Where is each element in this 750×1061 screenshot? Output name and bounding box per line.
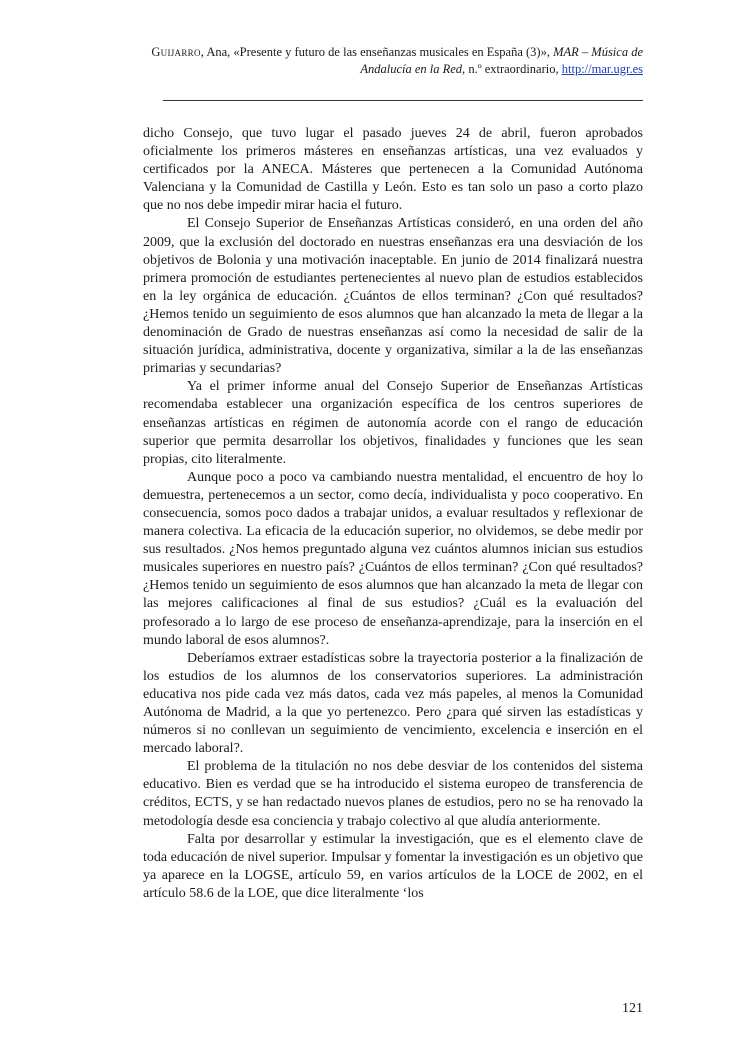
- paragraph: El Consejo Superior de Enseñanzas Artísticas consideró, en una orden del año 2009, que la exclusión del doctorado en nuestras enseñanzas era una desviación de los objetivos de Bolonia y una motivación inaceptable. En junio de 2014 finalizará nuestra primera promoción de estudiantes pertenecientes al nuevo plan de estudios establecidos en la ley orgánica de educación. ¿Cuántos de ellos terminan? ¿Con qué resultados? ¿Hemos tenido un seguimiento de esos alumnos que han alcanzado la meta de llegar a la denominación de Grado de nuestras enseñanzas así como la necesidad de salir de la situación jurídica, administrativa, docente y organizativa, similar a la de las enseñanzas primarias y secundarias?: [143, 216, 643, 377]
- issue-text: n.º extraordinario,: [465, 62, 562, 76]
- page-number: 121: [622, 1001, 643, 1016]
- header-divider: [163, 100, 643, 101]
- running-header: [123, 44, 643, 78]
- paragraph: Falta por desarrollar y estimular la investigación, que es el elemento clave de toda educación de nivel superior. Impulsar y fomentar la investigación es un objetivo que ya aparece en la LOGSE, artículo 59, en varios artículos de la LOCE de 2002, en el artículo 58.6 de la LOE, que dice literalmente ‘los: [143, 831, 643, 901]
- journal-title: MAR – Música de Andalucía en la Red,: [360, 45, 643, 76]
- paragraph: Deberíamos extraer estadísticas sobre la trayectoria posterior a la finalización de los estudios de los alumnos de los conservatorios superiores. La administración educativa nos pide cada vez más datos, cada vez más papeles, al menos la Comunidad Autónoma de Madrid, a la que yo pertenezco. Pero ¿para qué sirven las estadísticas y números si no conllevan un seguimiento de vencimiento, excelencia e inserción en el mercado laboral?.: [143, 650, 643, 757]
- paragraph: Aunque poco a poco va cambiando nuestra mentalidad, el encuentro de hoy lo demuestra, pertenecemos a un sector, como decía, individualista y poco cooperativo. En consecuencia, somos poco dados a trabajar unidos, a evaluar resultados y reflexionar de manera colectiva. La eficacia de la educación superior, no olvidemos, se debe medir por sus resultados. ¿Nos hemos preguntado alguna vez cuántos alumnos inician sus estudios musicales superiores en nuestro país? ¿Cuántos de ellos terminan? ¿Con qué resultados? ¿Hemos tenido un seguimiento de esos alumnos que han alcanzado la meta de llegar con las mejores calificaciones al final de sus estudios? ¿Cuál es la evaluación del profesorado a lo largo de ese proceso de enseñanza-aprendizaje, para la inserción en el mundo laboral de esos alumnos?.: [143, 469, 643, 648]
- journal-link[interactable]: http://mar.ugr.es: [561, 62, 643, 76]
- article-body: [143, 125, 643, 903]
- paragraph-continuation: dicho Consejo, que tuvo lugar el pasado jueves 24 de abril, fueron aprobados oficialmente los primeros másteres en enseñanzas artísticas, una vez evaluados y certificados por la ANECA. Másteres que pertenecen a la Comunidad Autónoma Valenciana y la Comunidad de Castilla y León. Esto es tan solo un paso a corto plazo que no nos debe impedir mirar hacia el futuro.: [143, 126, 643, 214]
- paragraph: Ya el primer informe anual del Consejo Superior de Enseñanzas Artísticas recomendaba establecer una organización específica de los centros superiores de enseñanzas artísticas en régimen de autonomía acorde con el rango de educación superior que permita desarrollar los objetivos, finalidades y funciones que les sean propias, cito literalmente.: [143, 379, 643, 467]
- author-surname: Guijarro: [151, 45, 201, 59]
- citation-text: , Ana, «Presente y futuro de las enseñanzas musicales en España (3)»,: [200, 45, 550, 59]
- paragraph: El problema de la titulación no nos debe desviar de los contenidos del sistema educativo. Bien es verdad que se ha introducido el sistema europeo de transferencia de créditos, ECTS, y se han redactado nuevos planes de estudios, pero no se ha renovado la metodología desde esa conciencia y trabajo colectivo al que aludía anteriormente.: [143, 759, 643, 829]
